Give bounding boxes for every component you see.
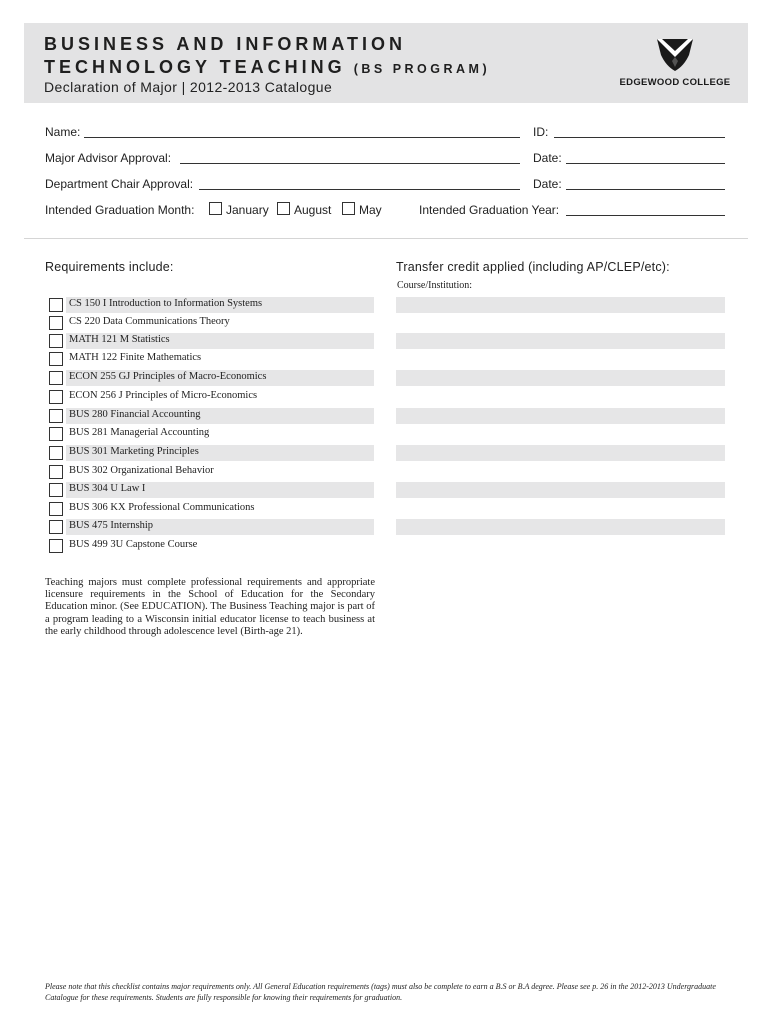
name-input-line[interactable] — [84, 137, 520, 138]
requirement-row — [66, 482, 374, 498]
requirement-row — [66, 519, 374, 535]
grad-month-label: Intended Graduation Month: — [45, 203, 195, 217]
requirement-checkbox[interactable] — [49, 446, 63, 460]
may-label: May — [359, 203, 382, 217]
transfer-credit-heading: Transfer credit applied (including AP/CLEP/etc): — [396, 260, 670, 274]
requirement-checkbox[interactable] — [49, 502, 63, 516]
requirement-row — [66, 538, 374, 554]
requirement-checkbox[interactable] — [49, 316, 63, 330]
name-label: Name: — [45, 125, 81, 139]
requirement-text: ECON 256 J Principles of Micro-Economics — [69, 390, 258, 401]
advisor-approval-line[interactable] — [180, 163, 520, 164]
requirement-row — [66, 464, 374, 480]
requirement-text: MATH 122 Finite Mathematics — [69, 352, 202, 363]
title-line-1: BUSINESS AND INFORMATION — [44, 34, 407, 54]
requirement-text: CS 150 I Introduction to Information Systems — [69, 298, 263, 309]
chair-date-label: Date: — [533, 177, 562, 191]
requirement-row — [66, 351, 374, 367]
may-checkbox[interactable] — [342, 202, 355, 215]
requirement-text: BUS 475 Internship — [69, 520, 153, 531]
shield-icon — [654, 37, 696, 73]
title-line-2 — [44, 57, 490, 78]
requirement-text: ECON 255 GJ Principles of Macro-Economics — [69, 371, 267, 382]
program-type: (BS PROGRAM) — [353, 62, 491, 76]
requirement-row — [66, 426, 374, 442]
grad-year-line[interactable] — [566, 215, 725, 216]
advisor-date-label: Date: — [533, 151, 562, 165]
requirement-text: BUS 281 Managerial Accounting — [69, 427, 210, 438]
transfer-credit-row[interactable] — [396, 370, 725, 386]
advisor-approval-label: Major Advisor Approval: — [45, 151, 172, 165]
august-label: August — [294, 203, 332, 217]
requirement-row — [66, 501, 374, 517]
requirement-checkbox[interactable] — [49, 409, 63, 423]
requirement-checkbox[interactable] — [49, 465, 63, 479]
chair-date-line[interactable] — [566, 189, 725, 190]
teaching-majors-note: Teaching majors must complete professional requirements and appropriate licensure requirements in the School of Education for the Secondary Education minor. (See EDUCATION). The Business Teaching major is part of a program leading to a Wisconsin initial educator license to teach business at the early childhood through adolescence level (Birth-age 21). — [45, 577, 375, 637]
transfer-credit-row[interactable] — [396, 333, 725, 349]
requirement-checkbox[interactable] — [49, 483, 63, 497]
edgewood-logo — [616, 37, 734, 93]
requirement-checkbox[interactable] — [49, 539, 63, 553]
grad-year-label: Intended Graduation Year: — [419, 203, 560, 217]
requirement-text: CS 220 Data Communications Theory — [69, 316, 230, 327]
requirement-text: BUS 499 3U Capstone Course — [69, 539, 198, 550]
requirement-checkbox[interactable] — [49, 390, 63, 404]
advisor-date-line[interactable] — [566, 163, 725, 164]
requirement-row — [66, 389, 374, 405]
transfer-credit-row[interactable] — [396, 445, 725, 461]
august-checkbox[interactable] — [277, 202, 290, 215]
chair-approval-label: Department Chair Approval: — [45, 177, 194, 191]
transfer-credit-row[interactable] — [396, 519, 725, 535]
transfer-credit-row[interactable] — [396, 408, 725, 424]
requirement-row — [66, 297, 374, 313]
course-institution-label: Course/Institution: — [397, 280, 472, 291]
requirement-checkbox[interactable] — [49, 371, 63, 385]
requirement-row — [66, 370, 374, 386]
requirement-row — [66, 333, 374, 349]
document-subtitle: Declaration of Major | 2012-2013 Catalogue — [44, 79, 333, 95]
january-label: January — [226, 203, 269, 217]
footer-note: Please note that this checklist contains major requirements only. All General Education requirements (tags) must also be complete to earn a B.S or B.A degree. Please see p. 26 in the 2012-2013 Undergraduate Catalogue for these requirements. Students are fully responsible for knowing their requirements for graduation. — [45, 982, 716, 1002]
requirement-checkbox[interactable] — [49, 427, 63, 441]
january-checkbox[interactable] — [209, 202, 222, 215]
requirement-text: BUS 304 U Law I — [69, 483, 146, 494]
chair-approval-line[interactable] — [199, 189, 520, 190]
requirement-row — [66, 315, 374, 331]
requirements-heading: Requirements include: — [45, 260, 174, 274]
transfer-credit-row[interactable] — [396, 482, 725, 498]
requirement-checkbox[interactable] — [49, 334, 63, 348]
logo-text: EDGEWOOD COLLEGE — [619, 77, 731, 88]
requirement-checkbox[interactable] — [49, 352, 63, 366]
requirement-text: MATH 121 M Statistics — [69, 334, 170, 345]
requirement-text: BUS 306 KX Professional Communications — [69, 502, 255, 513]
id-input-line[interactable] — [554, 137, 725, 138]
id-label: ID: — [533, 125, 549, 139]
divider — [24, 238, 748, 239]
requirement-text: BUS 280 Financial Accounting — [69, 409, 201, 420]
requirement-row — [66, 445, 374, 461]
requirement-text: BUS 302 Organizational Behavior — [69, 465, 214, 476]
requirement-row — [66, 408, 374, 424]
requirement-text: BUS 301 Marketing Principles — [69, 446, 199, 457]
transfer-credit-row[interactable] — [396, 297, 725, 313]
requirement-checkbox[interactable] — [49, 520, 63, 534]
title-main: TECHNOLOGY TEACHING — [44, 57, 346, 77]
requirement-checkbox[interactable] — [49, 298, 63, 312]
header-band — [24, 23, 748, 103]
